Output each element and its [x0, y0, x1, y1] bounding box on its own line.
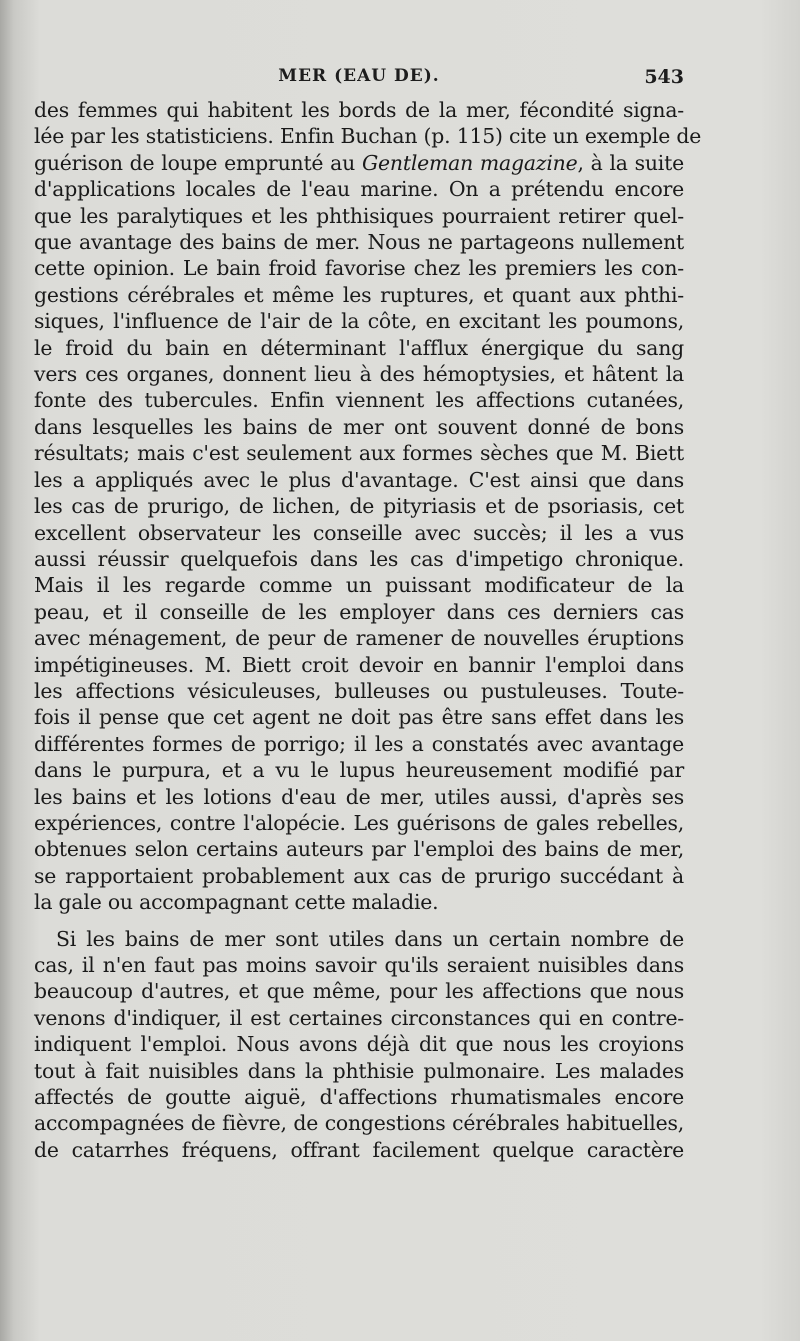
text-line: avec ménagement, de peur de ramener de nouvelles éruptions — [34, 626, 684, 651]
text-line: fonte des tubercules. Enfin viennent les affections cutanées, — [34, 388, 684, 413]
text-line: excellent observateur les conseille avec succès; il les a vus — [34, 520, 684, 545]
text-line: Si les bains de mer sont utiles dans un certain nombre de — [56, 926, 684, 951]
text-line: peau, et il conseille de les employer dans ces derniers cas — [34, 599, 684, 624]
text-line: aussi réussir quelquefois dans les cas d'impetigo chronique. — [34, 546, 684, 571]
running-title: MER (EAU DE). — [278, 66, 440, 86]
text-line: les cas de prurigo, de lichen, de pityriasis et de psoriasis, cet — [34, 494, 684, 519]
text-line: les bains et les lotions d'eau de mer, utiles aussi, d'après ses — [34, 784, 684, 809]
text-line: des femmes qui habitent les bords de la mer, fécondité signa- — [34, 98, 684, 122]
text-line: affectés de goutte aiguë, d'affections rhumatismales encore — [34, 1085, 684, 1110]
text-line: beaucoup d'autres, et que même, pour les affections que nous — [34, 979, 684, 1004]
text-line: les a appliqués avec le plus d'avantage. C'est ainsi que dans — [34, 467, 684, 492]
text-line: que avantage des bains de mer. Nous ne partageons nullement — [34, 230, 684, 255]
text-line: dans lesquelles les bains de mer ont souvent donné de bons — [34, 414, 684, 439]
italic-title: Gentleman magazine — [361, 150, 578, 175]
text-line: cas, il n'en faut pas moins savoir qu'ils seraient nuisibles dans — [34, 953, 684, 977]
text-line: obtenues selon certains auteurs par l'emploi des bains de mer, — [34, 837, 684, 862]
text-line: tout à fait nuisibles dans la phthisie pulmonaire. Les malades — [34, 1058, 684, 1083]
text-line: vers ces organes, donnent lieu à des hémoptysies, et hâtent la — [34, 362, 684, 387]
page-number: 543 — [644, 66, 684, 88]
text-line: indiquent l'emploi. Nous avons déjà dit que nous les croyions — [34, 1032, 684, 1057]
text-line: se rapportaient probablement aux cas de prurigo succédant à — [34, 863, 684, 888]
text-line: cette opinion. Le bain froid favorise chez les premiers les con- — [34, 256, 684, 281]
text-line: différentes formes de porrigo; il les a constatés avec avantage — [34, 731, 684, 756]
text-line-tail: , à la suite — [577, 150, 684, 175]
text-line: siques, l'influence de l'air de la côte, en excitant les poumons, — [34, 309, 684, 334]
text-line: venons d'indiquer, il est certaines circonstances qui en contre- — [34, 1005, 684, 1030]
text-line: d'applications locales de l'eau marine. On a prétendu encore — [34, 177, 684, 202]
text-line: Mais il les regarde comme un puissant modificateur de la — [34, 573, 684, 598]
text-line: impétigineuses. M. Biett croit devoir en bannir l'emploi dans — [34, 652, 684, 677]
text-line: fois il pense que cet agent ne doit pas être sans effet dans les — [34, 705, 684, 730]
text-line: de catarrhes fréquens, offrant facilement quelque caractère — [34, 1137, 684, 1162]
text-line-start: guérison de loupe emprunté au — [34, 150, 362, 175]
text-line: lée par les statisticiens. Enfin Buchan (p. 115) cite un exemple de — [34, 124, 702, 149]
text-line: la gale ou accompagnant cette maladie. — [34, 890, 439, 915]
text-line: dans le purpura, et a vu le lupus heureusement modifié par — [34, 758, 684, 783]
paragraph-gap — [34, 916, 684, 926]
text-line: le froid du bain en déterminant l'afflux énergique du sang — [34, 335, 684, 360]
text-line — [34, 150, 684, 176]
text-line: résultats; mais c'est seulement aux formes sèches que M. Biett — [34, 441, 684, 466]
text-line: que les paralytiques et les phthisiques pourraient retirer quel- — [34, 203, 684, 228]
body-text — [34, 97, 702, 1163]
paragraph-2 — [34, 926, 684, 1164]
text-line: gestions cérébrales et même les ruptures, et quant aux phthi- — [34, 282, 684, 307]
text-line: expériences, contre l'alopécie. Les guérisons de gales rebelles, — [34, 810, 684, 835]
text-line: accompagnées de fièvre, de congestions cérébrales habituelles, — [34, 1111, 684, 1136]
text-line: les affections vésiculeuses, bulleuses ou pustuleuses. Toute- — [34, 678, 684, 703]
page-header — [34, 66, 684, 94]
paragraph-1 — [34, 97, 702, 916]
